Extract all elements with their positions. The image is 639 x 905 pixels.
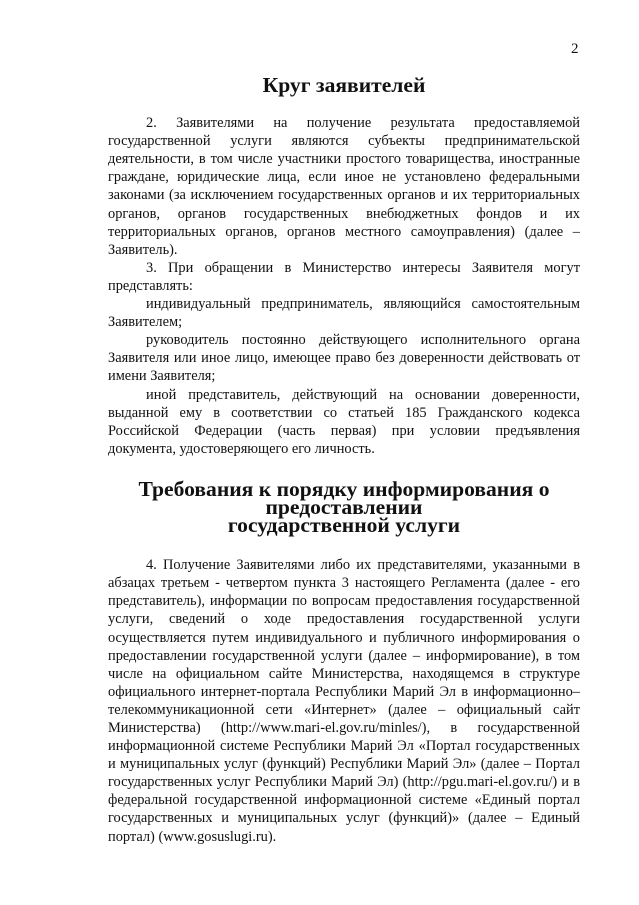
paragraph-other-representative: иной представитель, действующий на основании доверенности, выданной ему в соответствии со статьей 185 Гражданского кодекса Российской Федерации (часть первая) при условии предъявления документа, удостоверяющего его личность. (108, 386, 580, 457)
paragraph-item-2: 2. Заявителями на получение результата предоставляемой государственной услуги являются субъекты предпринимательской деятельности, в том числе участники простого товарищества, иностранные граждане, юридические лица, если иное не установлено федеральными законами (за исключением государственных органов и их территориальных органов, органов государственных внебюджетных фондов и их территориальных органов, органов местного самоуправления) (далее – Заявитель). (108, 115, 580, 258)
paragraph-item-3: 3. При обращении в Министерство интересы Заявителя могут представлять: (108, 259, 580, 294)
page-content (108, 70, 580, 846)
paragraph-item-4: 4. Получение Заявителями либо их представителями, указанными в абзацах третьем - четвертом пункта 3 настоящего Регламента (далее - его представитель), информации по вопросам предоставления государственной услуги, сведений о ходе предоставления государственной услуги осуществляется путем индивидуального и публичного информирования о предоставлении государственной услуги (далее – информирование), в том числе на официальном сайте Министерства, находящемся в структуре официального интернет-портала Республики Марий Эл в информационно–телекоммуникационной сети «Интернет» (далее – официальный сайт Министерства) (http://www.mari-el.gov.ru/minles/), в государственной информационной системе Республики Марий Эл «Портал государственных и муниципальных услуг (функций) Республики Марий Эл» (далее – Портал государственных услуг Республики Марий Эл) (http://pgu.mari-el.gov.ru/) и в федеральной государственной информационной системе «Единый портал государственных и муниципальных услуг (функций)» (далее – Единый портал) (www.gosuslugi.ru). (108, 557, 580, 845)
paragraph-individual-entrepreneur: индивидуальный предприниматель, являющийся самостоятельным Заявителем; (108, 296, 580, 331)
section-title-informing-line-1: Требования к порядку информирования о предоставлении (138, 476, 550, 519)
section-title-informing-line-2: государственной услуги (227, 513, 461, 538)
page-number: 2 (571, 41, 579, 57)
section-title-informing (108, 476, 580, 538)
paragraph-executive-head: руководитель постоянно действующего исполнительного органа Заявителя или иное лицо, имеющее право без доверенности действовать от имени Заявителя; (108, 332, 580, 385)
section-title-applicants: Круг заявителей (262, 73, 426, 97)
